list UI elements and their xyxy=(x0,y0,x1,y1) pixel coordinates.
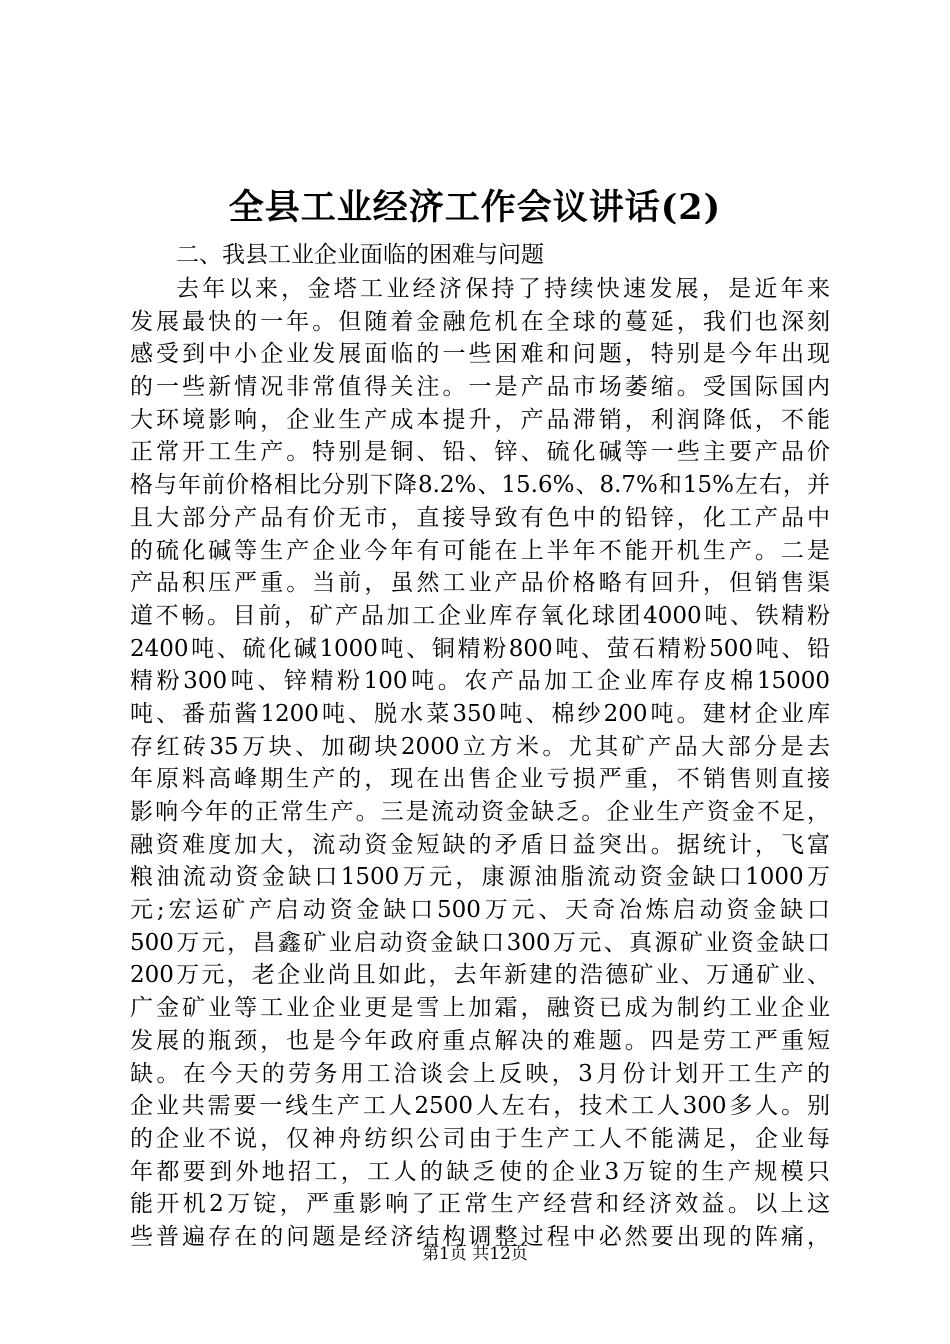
paragraph-line: 且大部分产品有价无市，直接导致有色中的铅锌，化工产品中 xyxy=(130,504,830,531)
paragraph-line: 200万元，老企业尚且如此，去年新建的浩德矿业、万通矿业、 xyxy=(130,962,830,989)
paragraph-line: 融资难度加大，流动资金短缺的矛盾日益突出。据统计，飞富 xyxy=(130,831,830,858)
paragraph-line: 年都要到外地招工，工人的缺乏使的企业3万锭的生产规模只 xyxy=(130,1158,830,1185)
paragraph-line: 企业共需要一线生产工人2500人左右，技术工人300多人。别 xyxy=(130,1093,830,1120)
paragraph-line: 正常开工生产。特别是铜、铅、锌、硫化碱等一些主要产品价 xyxy=(130,439,830,466)
paragraph-line: 道不畅。目前，矿产品加工企业库存氧化球团4000吨、铁精粉 xyxy=(130,602,830,629)
body-paragraph xyxy=(130,273,830,1254)
paragraph-line: 发展最快的一年。但随着金融危机在全球的蔓延，我们也深刻 xyxy=(130,308,830,335)
document-title: 全县工业经济工作会议讲话(2) xyxy=(228,187,722,228)
paragraph-line: 精粉300吨、锌精粉100吨。农产品加工企业库存皮棉15000 xyxy=(130,668,830,695)
paragraph-line: 年原料高峰期生产的，现在出售企业亏损严重，不销售则直接 xyxy=(130,766,830,793)
paragraph-line: 去年以来，金塔工业经济保持了持续快速发展，是近年来 xyxy=(176,276,830,302)
paragraph-line: 影响今年的正常生产。三是流动资金缺乏。企业生产资金不足， xyxy=(130,799,830,825)
paragraph-line: 发展的瓶颈，也是今年政府重点解决的难题。四是劳工严重短 xyxy=(130,1027,830,1054)
paragraph-line: 些普遍存在的问题是经济结构调整过程中必然要出现的阵痛， xyxy=(130,1223,830,1250)
section-heading: 二、我县工业企业面临的困难与问题 xyxy=(176,242,544,268)
paragraph-line: 的一些新情况非常值得关注。一是产品市场萎缩。受国际国内 xyxy=(130,374,830,401)
paragraph-line: 缺。在今天的劳务用工洽谈会上反映，3月份计划开工生产的 xyxy=(130,1060,830,1087)
paragraph-line: 产品积压严重。当前，虽然工业产品价格略有回升，但销售渠 xyxy=(130,570,830,597)
page-indicator: 第1页 共12页 xyxy=(422,1244,528,1264)
paragraph-line: 500万元，昌鑫矿业启动资金缺口300万元、真源矿业资金缺口 xyxy=(130,929,830,956)
paragraph-line: 感受到中小企业发展面临的一些困难和问题，特别是今年出现 xyxy=(130,341,830,368)
paragraph-line: 元;宏运矿产启动资金缺口500万元、天奇冶炼启动资金缺口 xyxy=(130,897,830,924)
paragraph-line: 格与年前价格相比分别下降8.2%、15.6%、8.7%和15%左右，并 xyxy=(130,472,830,499)
paragraph-line: 吨、番茄酱1200吨、脱水菜350吨、棉纱200吨。建材企业库 xyxy=(130,700,830,727)
paragraph-line: 的企业不说，仅神舟纺织公司由于生产工人不能满足，企业每 xyxy=(130,1125,830,1152)
paragraph-line: 2400吨、硫化碱1000吨、铜精粉800吨、萤石精粉500吨、铅 xyxy=(130,635,830,662)
paragraph-line: 存红砖35万块、加砌块2000立方米。尤其矿产品大部分是去 xyxy=(130,733,830,760)
paragraph-line: 大环境影响，企业生产成本提升，产品滞销，利润降低，不能 xyxy=(130,406,830,433)
paragraph-line: 粮油流动资金缺口1500万元，康源油脂流动资金缺口1000万 xyxy=(130,864,830,891)
paragraph-line: 的硫化碱等生产企业今年有可能在上半年不能开机生产。二是 xyxy=(130,537,830,564)
paragraph-line: 能开机2万锭，严重影响了正常生产经营和经济效益。以上这 xyxy=(130,1191,830,1218)
paragraph-line: 广金矿业等工业企业更是雪上加霜，融资已成为制约工业企业 xyxy=(130,995,830,1022)
